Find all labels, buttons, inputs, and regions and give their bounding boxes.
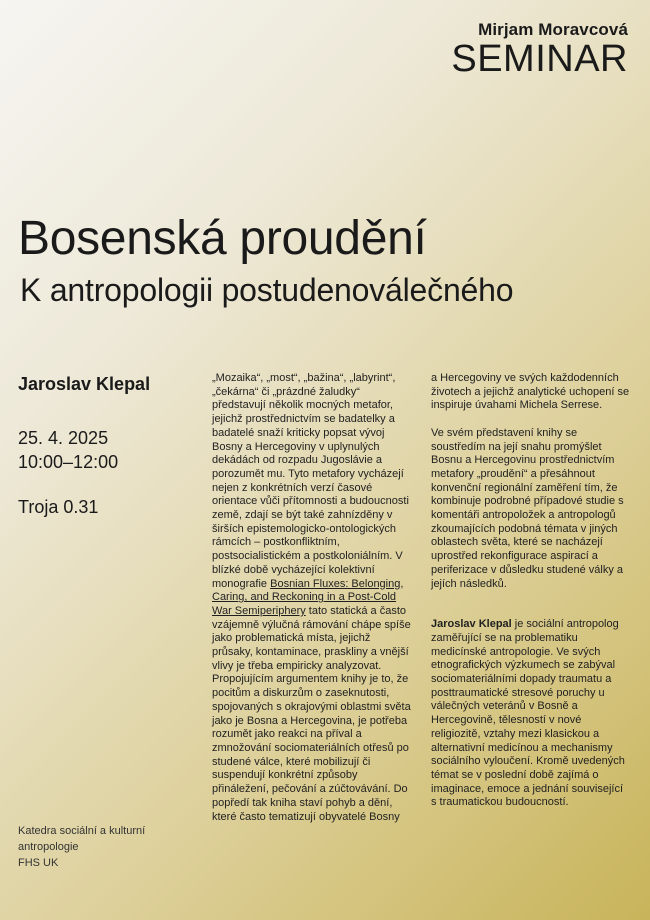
bio-text: je sociální antropolog zaměřující se na problematiku medicínské antropologie. Ve svých etnografických výzkumech se zabýval sociomateriálními dopady traumatu a posttraumatické stresové poruchy u válečných veteránů v Bosně a Hercegovině, tělesností v nové religiozitě, vztahy mezi klasickou a alternativní medicínou a mechanismy sociálního vyloučení. Kromě uvedených témat se v poslední době zajímá o imaginace, emoce a jednání související s traumatickou budoucností. [431, 618, 625, 809]
event-title: Bosenská proudění [18, 212, 427, 265]
speaker-bio [431, 618, 631, 810]
abstract-column-2 [431, 372, 631, 824]
series-organizer-name: Mirjam Moravcová [478, 20, 628, 39]
bio-speaker-name: Jaroslav Klepal [431, 618, 512, 631]
abstract-text-start: „Mozaika“, „most“, „bažina“, „labyrint“, „čekárna“ či „prázdné žaludky“ představují několik mocných metafor, jejichž prostřednictvím se badatelky a badatelé snaží kriticky popsat vývoj Bosny a Hercegoviny v uplynulých dekádách od rozpadu Jugoslávie a porozumět mu. Tyto metafory vycházejí nejen z konkrétních verzí časové orientace vůči přítomnosti a budoucnosti země, zdají se být také zahnízděny v širších epistemologicko-ontologických rámcích – postkonfliktním, postsocialistickém a postkoloniálním. V blízké době vycházející kolektivní monografie [212, 372, 409, 590]
abstract-column-1 [212, 372, 412, 838]
abstract-text-continued: tato statická a často vzájemně výlučná rámování chápe spíše jako problematická místa, jejichž průsaky, kontaminace, praskliny a vnější vlivy je třeba empiricky analyzovat. Propojujícím argumentem knihy je to, že pocitům a diskurzům o zaseknutosti, spojovaných s okrajovými oblastmi světa jako je Bosna a Hercegovina, je potřeba rozumět jako reakci na příval a zmnožování sociomateriálních otřesů po studené válce, které mobilizují či suspendují konkrétní způsoby přináležení, pečování a zúčtovávání. Do popředí tak kniha staví pohyb a dění, které často tematizují obyvatelé Bosny [212, 604, 411, 823]
abstract-paragraph [212, 372, 412, 824]
event-time: 10:00–12:00 [18, 452, 119, 472]
event-subtitle: K antropologii postudenoválečného [20, 272, 514, 308]
seminar-series-header [451, 20, 628, 78]
department-line-1: Katedra sociální a kulturní [18, 825, 146, 837]
book-title-link[interactable]: Bosnian Fluxes: Belonging, Caring, and Reckoning in a Post-Cold War Semiperiphery [212, 577, 404, 617]
event-date: 25. 4. 2025 [18, 428, 109, 448]
department-line-2: antropologie [18, 841, 79, 853]
organizer-department [18, 823, 145, 871]
event-room: Troja 0.31 [18, 497, 99, 517]
speaker-name: Jaroslav Klepal [18, 374, 151, 394]
faculty: FHS UK [18, 857, 59, 869]
abstract-paragraph-2: Ve svém představení knihy se soustředím na její snahu promýšlet Bosnu a Hercegovinu prostřednictvím metafory „proudění“ a přesáhnout konvenční regionální zaměření tím, že kombinuje podrobné případové studie s komentáři antropoložek a antropologů zkoumajících podobná témata v jiných oblastech světa, které se nacházejí uprostřed rekonfigurace aspirací a periferizace v důsledku studené války a jejích následků. [431, 426, 624, 590]
series-label: SEMINAR [451, 38, 628, 80]
abstract-paragraph-end: a Hercegoviny ve svých každodenních životech a jejichž analytické uchopení se inspiruje úvahami Michela Serrese. [431, 372, 630, 412]
event-datetime [18, 426, 118, 474]
